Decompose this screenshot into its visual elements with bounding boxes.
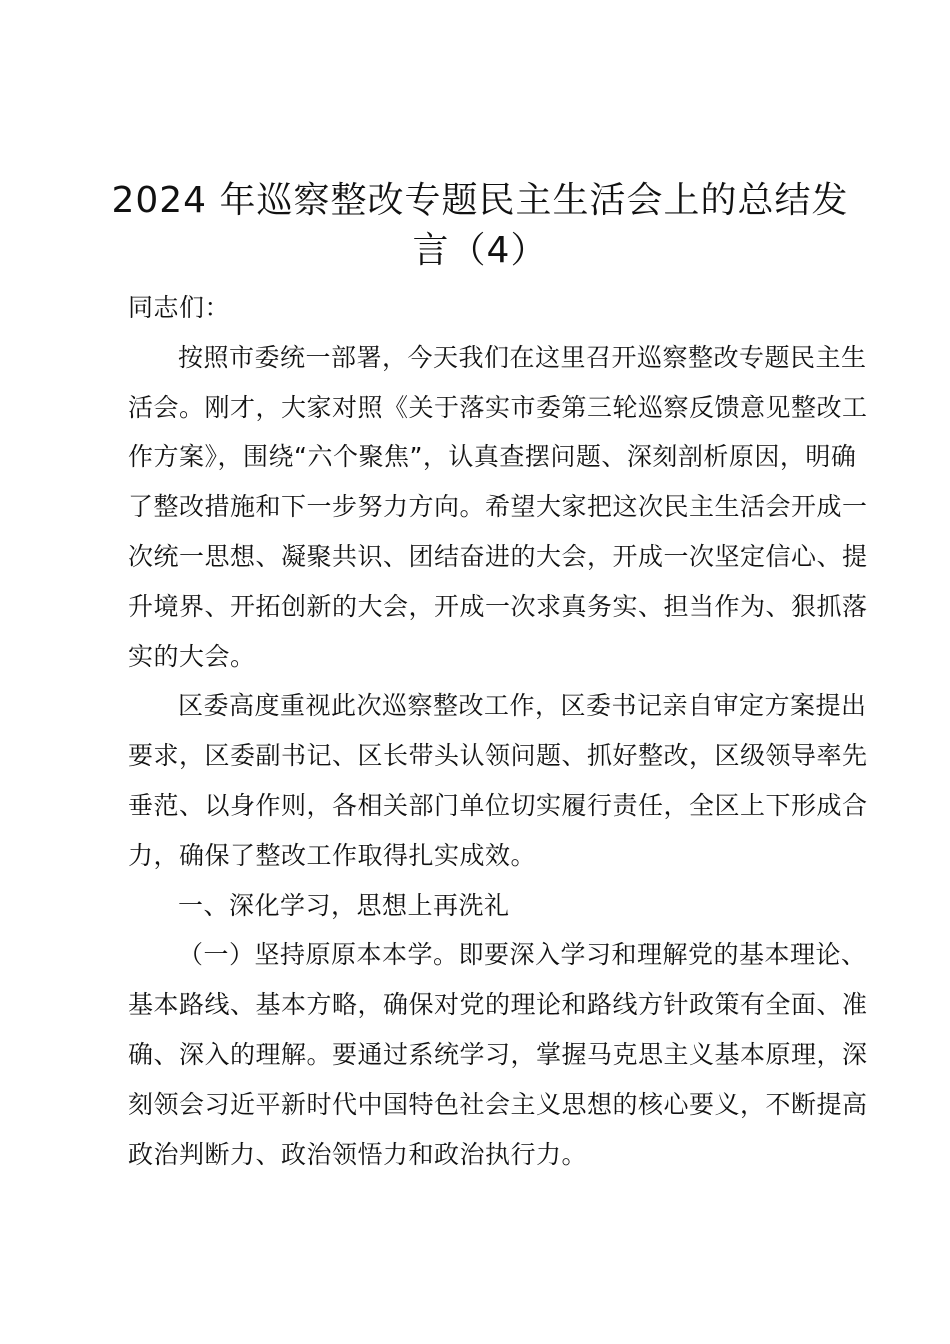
paragraph-line: 按照市委统一部署，今天我们在这里召开巡察整改专题民 (178, 342, 816, 372)
paragraph-line: 剖析原因，明确了整改措施和下一步努力方向。希望大家把这 (128, 442, 857, 522)
paragraph-line: 次民主生活会开成一次统一思想、凝聚共识、团结奋进的大会， (128, 492, 868, 571)
section-heading (128, 881, 868, 931)
paragraph-line: 领导率先垂范、以身作则，各相关部门单位切实履行责任，全 (128, 741, 868, 820)
paragraph-line: 主生活会。刚才，大家对照《关于落实市委第三轮巡察反馈意 (128, 342, 867, 422)
paragraph-line: 心要义，不断提高政治判断力、政治领悟力和政治执行力。 (128, 1089, 868, 1169)
paragraph-line: 见整改工作方案》，围绕“六个聚焦”，认真查摆问题、深刻 (128, 392, 868, 472)
paragraph-line: 真务实、担当作为、狠抓落实的大会。 (128, 591, 868, 671)
paragraph-line: 基本原理，深刻领会习近平新时代中国特色社会主义思想的核 (128, 1039, 868, 1119)
paragraph-line: 论、基本路线、基本方略，确保对党的理论和路线方针政策有 (128, 940, 867, 1020)
paragraph-line: 开成一次坚定信心、提升境界、开拓创新的大会，开成一次求 (128, 541, 868, 621)
document-body (128, 283, 868, 1179)
paragraph-line: 提出要求，区委副书记、区长带头认领问题、抓好整改，区级 (128, 691, 867, 771)
title-line-2: 言（4） (412, 230, 548, 271)
paragraph-line: 区委高度重视此次巡察整改工作，区委书记亲自审定方案 (178, 691, 816, 721)
paragraph-leadership (128, 681, 868, 880)
paragraph-line: 全面、准确、深入的理解。要通过系统学习，掌握马克思主义 (128, 990, 868, 1069)
paragraph-line: 区上下形成合力，确保了整改工作取得扎实成效。 (128, 790, 868, 870)
paragraph-study (128, 930, 868, 1179)
title-line-1: 2024 年巡察整改专题民主生活会上的总结发 (111, 180, 849, 221)
heading-text: 一、深化学习，思想上再洗礼 (178, 890, 510, 920)
paragraph-intro (128, 333, 868, 682)
paragraph-line: （一）坚持原原本本学。即要深入学习和理解党的基本理 (178, 940, 816, 970)
salutation: 同志们： (128, 293, 231, 322)
document-title (100, 176, 860, 276)
